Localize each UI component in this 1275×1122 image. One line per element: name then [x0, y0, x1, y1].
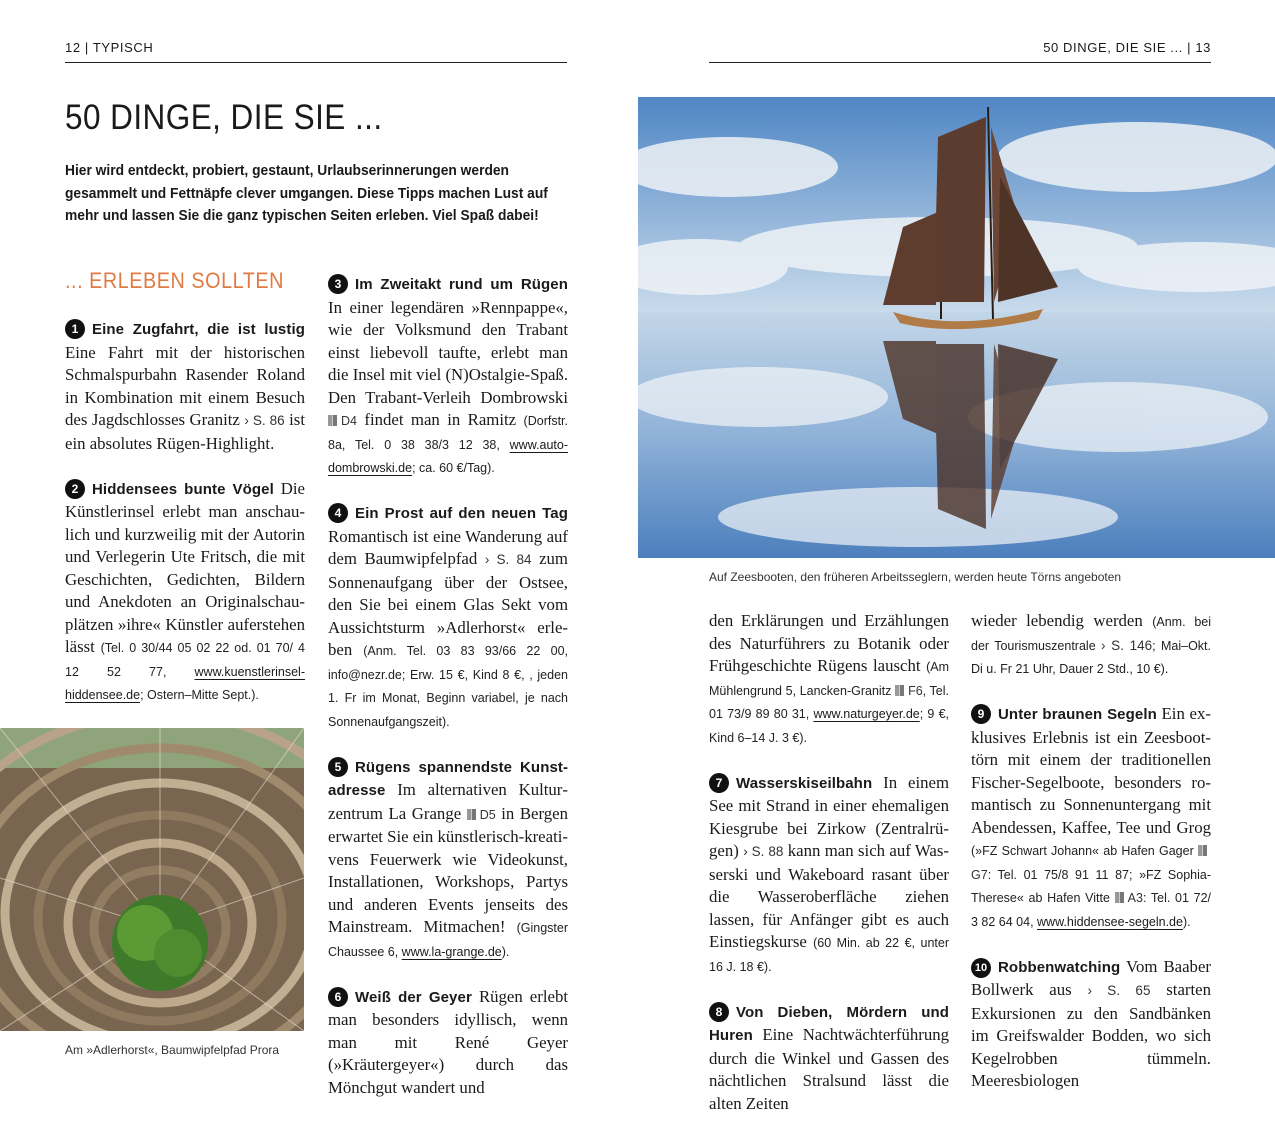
tip-text: Vom Baaber Bollwerk aus	[971, 956, 1211, 999]
tip-number-badge: 1	[65, 319, 85, 339]
web-link[interactable]: www.la-grange.de	[401, 944, 502, 959]
tip-number-badge: 7	[709, 773, 729, 793]
section-heading: ... ERLEBEN SOLLTEN	[65, 268, 284, 293]
caption-zeesboot: Auf Zeesbooten, den früheren Arbeitsseglern, werden heute Törns angeboten	[709, 570, 1122, 584]
text-column-4	[971, 610, 1211, 1093]
tip-text: findet man in Ramitz	[356, 410, 524, 429]
text-column-3	[709, 610, 949, 1115]
tip-title: Rügens spannendste Kunstadresse	[328, 758, 568, 799]
tip-details: (Am Mühlengrund 5, Lancken-Granitz	[709, 660, 949, 698]
tip-title: Von Dieben, Mördern und Huren	[709, 1003, 949, 1044]
tip-item	[971, 956, 1211, 1093]
tip-text: In einer legendären »Rennpappe«, wie der Volksmund den Trabant einst liebevoll taufte, erlebt man die Insel mit viel (N)Ostalgie-Spaß. Den Trabant-Verleih Dombrowski	[328, 297, 569, 407]
tip-text: Rügen erlebt man besonders idyllisch, wenn man mit René Geyer (»Kräutergeyer«) durch das Mönchgut wandert und	[328, 986, 569, 1097]
tip-details: (Gingster Chaussee 6,	[328, 921, 568, 959]
tip-details: (Dorfstr. 8a, Tel. 0 38 38/3 12 38,	[328, 414, 568, 452]
map-reference: F6	[895, 684, 923, 698]
tip-details: ; ca. 60 €/Tag).	[412, 461, 495, 475]
map-reference: G7	[971, 844, 1211, 882]
web-link[interactable]: www.kuenstlerinsel-hiddensee.de	[65, 664, 305, 702]
tip-details: ).	[501, 944, 510, 959]
tip-text: zum Sonnenaufgang über der Ostsee, den Sie bei einem Glas Sekt vom Aussichtsturm »Adlerhorst« erleben	[328, 549, 568, 659]
tip-title: Robbenwatching	[998, 958, 1121, 976]
tip-details: (Anm. bei der Tourismuszentrale	[971, 615, 1211, 653]
tip-item	[971, 703, 1211, 933]
tip-title: Eine Zugfahrt, die ist lustig	[92, 321, 305, 338]
photo-baumwipfelpfad	[0, 728, 304, 1031]
page-reference[interactable]: › S. 84	[484, 552, 532, 567]
text-column-1	[65, 318, 305, 707]
running-head-right: 50 DINGE, DIE SIE ... | 13	[1043, 40, 1211, 55]
tip-details: (Tel. 0 30/44 05 02 22 od. 01 70/ 4 12 52 77,	[65, 641, 305, 679]
tip-title: Hiddensees bunte Vögel	[92, 480, 274, 498]
tip-item	[709, 772, 949, 979]
tip-title: Im Zweitakt rund um Rügen	[355, 276, 568, 293]
tip-text: ist ein absolutes Rügen-Highlight.	[65, 410, 305, 453]
tip-text: Eine Fahrt mit der historischen Schmalspurbahn Rasender Roland in Kombination mit einem Besuch des Jagdschlosses Granitz	[65, 342, 305, 429]
tip-item	[328, 756, 568, 964]
web-link[interactable]: www.hiddensee-segeln.de	[1037, 914, 1183, 929]
tip-text: kann man sich auf Wasserski und Wakeboard rasant über die Wasseroberfläche ziehen lassen, für Anfänger gibt es auch Einstiegskurse	[709, 841, 949, 951]
tip-title: Ein Prost auf den neuen Tag	[355, 505, 568, 522]
tip-item	[65, 478, 305, 707]
tip-text: starten Exkursionen zu den Sandbänken im Greifswalder Bodden, wo sich Kegelrobben tümmeln. Meeresbiologen	[971, 980, 1211, 1090]
tip-text: Die Künstlerinsel erlebt man anschaulich und kurzweilig mit der Autorin und Verlegerin Ute Fritsch, die mit Geschichten, Gedichten, Bildern und Anekdoten an Originalschauplätzen »ihre« Künstler auferstehen lässt	[65, 478, 305, 656]
tip-text: den Erklärungen und Erzählungen des Naturführers zu Botanik oder Frühgeschichte Rügens lauscht	[709, 611, 949, 675]
tip-title: Wasserskiseilbahn	[736, 774, 873, 792]
tip-details: ; 9 €, Kind 6–14 J. 3 €).	[709, 707, 950, 745]
tip-number-badge: 8	[709, 1002, 729, 1022]
tip-text: wieder lebendig werden	[971, 611, 1153, 630]
tip-text: Eine Nachtwächterführung durch die Winkel und Gassen des nächtlichen Stralsund lässt die alten Zeiten	[709, 1025, 949, 1113]
tip-text: in Bergen erwartet Sie ein künstlerisch-kreativens Feuerwerk wie Videokunst, Installationen, Workshops, Partys und anderen Events jenseits des Mainstream. Mitmachen!	[328, 803, 568, 936]
header-rule-left	[65, 62, 567, 63]
page-title: 50 DINGE, DIE SIE ...	[65, 98, 383, 137]
running-head-left: 12 | TYPISCH	[65, 40, 154, 55]
tip-text: In einem See mit Strand in einer ehemaligen Kiesgrube bei Zirkow (Zentralrügen)	[709, 772, 949, 860]
tip-details: : Tel. 01 72/ 3 82 64 04,	[971, 891, 1211, 929]
map-reference: A3	[1115, 891, 1143, 905]
tip-number-badge: 2	[65, 479, 85, 499]
tip-number-badge: 5	[328, 757, 348, 777]
tip-item	[709, 1001, 949, 1116]
web-link[interactable]: www.naturgeyer.de	[813, 707, 920, 721]
tip-details: ; Ostern–Mitte Sept.).	[140, 688, 259, 702]
tip-item	[971, 610, 1211, 681]
tip-item	[328, 502, 568, 733]
tip-details: ).	[1182, 914, 1191, 929]
tip-item	[65, 318, 305, 455]
tip-title: Weiß der Geyer	[355, 988, 472, 1006]
tip-details: (Anm. Tel. 03 83 93/66 22 00, info@nezr.de; Erw. 15 €, Kind 8 €, , jeden 1. Fr im Monat, Beginn variabel, je nach Sonnenaufgangszeit).	[328, 644, 568, 729]
tip-item	[328, 986, 568, 1100]
tip-item	[328, 273, 568, 480]
page-reference[interactable]: › S. 86	[244, 413, 285, 428]
tip-details: , Tel. 01 73/9 89 80 31,	[709, 683, 950, 721]
text-column-2	[328, 273, 568, 1099]
tip-details: (»FZ Schwart Johann« ab Hafen Gager	[971, 844, 1198, 858]
tip-number-badge: 9	[971, 704, 991, 724]
header-rule-right	[709, 62, 1211, 63]
photo-zeesboot	[638, 97, 1275, 558]
map-reference: D4	[328, 414, 357, 428]
intro-text: Hier wird entdeckt, probiert, gestaunt, Urlaubserinnerungen werden gesammelt und Fettnäpfe clever umgangen. Diese Tipps machen Lust auf mehr und lassen Sie die ganz typischen Seiten erleben. Viel Spaß dabei!	[65, 162, 548, 224]
tip-text: Ein exklusives Erlebnis ist ein Zeesboottörn mit einem der traditionellen Fischer-Segelboote, besonders romantisch zu Sonnenuntergang mit Abendessen, Kaffee, Tee und Grog	[971, 704, 1211, 837]
web-link[interactable]: www.auto-dombrowski.de	[328, 437, 568, 475]
tip-details: : Tel. 01 75/8 91 11 87; »FZ Sophia-Therese« ab Hafen Vitte	[971, 867, 1211, 905]
tip-number-badge: 4	[328, 503, 348, 523]
map-reference: D5	[467, 808, 496, 822]
tip-text: Romantisch ist eine Wanderung auf dem Baumwipfelpfad	[328, 526, 568, 568]
tip-details: ; Mai–Okt. Di u. Fr 21 Uhr, Dauer 2 Std., 10 €).	[971, 638, 1211, 676]
page-reference[interactable]: › S. 88	[743, 844, 784, 859]
tip-text: Im alternativen Kulturzentrum La Grange	[328, 780, 568, 823]
tip-number-badge: 3	[328, 274, 348, 294]
tip-details: (60 Min. ab 22 €, unter 16 J. 18 €).	[709, 936, 949, 974]
tip-number-badge: 6	[328, 987, 348, 1007]
tip-item	[709, 610, 949, 749]
tip-title: Unter braunen Segeln	[998, 706, 1157, 723]
page-reference[interactable]: › S. 146	[1101, 637, 1153, 653]
tip-number-badge: 10	[971, 958, 991, 978]
caption-baumwipfelpfad: Am »Adlerhorst«, Baumwipfelpfad Prora	[65, 1043, 280, 1057]
page-reference[interactable]: › S. 65	[1087, 983, 1151, 998]
